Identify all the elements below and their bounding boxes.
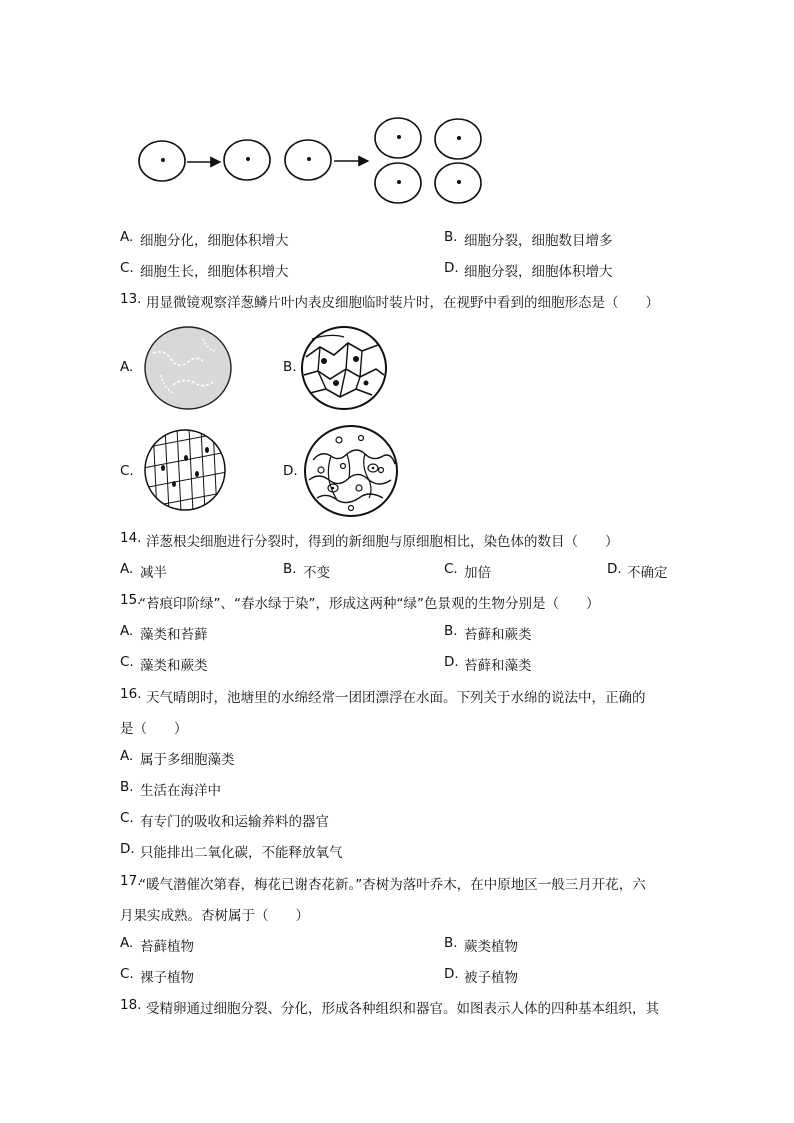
q16-option-d-text: 只能排出二氧化碳，不能释放氧气 [140,845,343,861]
q13-stem: 用显微镜观察洋葱鳞片叶内表皮细胞临时装片时，在视野中看到的细胞形态是（ ） [146,295,659,311]
q12-option-c-letter: C. [120,260,134,276]
q17-option-d-text: 被子植物 [464,970,518,986]
q13-number: 13. [120,291,142,307]
cell-group-four [375,118,481,203]
q14-option-c-letter: C. [444,561,458,577]
q17-option-c-text: 裸子植物 [140,970,194,986]
q17-option-d-letter: D. [444,966,459,982]
q13-label-a: A. [120,359,134,375]
q17-number: 17. [120,873,142,889]
micrograph-b [300,325,388,411]
q14-number: 14. [120,530,142,546]
micrograph-a [143,325,233,411]
q15-option-c-letter: C. [120,654,134,670]
q14-option-c-text: 加倍 [464,565,491,581]
q18-stem-line1: 受精卵通过细胞分裂、分化，形成各种组织和器官。如图表示人体的四种基本组织，其 [146,1001,659,1017]
q14-option-a-letter: A. [120,561,134,577]
q15-stem: “苔痕印阶绿”、“春水绿于染”，形成这两种“绿”色景观的生物分别是（ ） [139,596,600,612]
q15-option-c-text: 藻类和蕨类 [140,658,208,674]
cell-grown [224,140,270,180]
q12-option-d-text: 细胞分裂，细胞体积增大 [464,264,613,280]
q12-option-a-letter: A. [120,229,134,245]
q12-option-d-letter: D. [444,260,459,276]
cell-single [139,141,185,181]
q14-option-b-text: 不变 [303,565,330,581]
q16-option-a-letter: A. [120,748,134,764]
q13-label-d: D. [283,463,298,479]
q14-option-b-letter: B. [283,561,297,577]
q17-option-c-letter: C. [120,966,134,982]
q14-option-d-text: 不确定 [627,565,668,581]
q17-stem-line1: “暖气潜催次第春，梅花已谢杏花新。”杏树为落叶乔木，在中原地区一般三月开花，六 [139,877,646,893]
q15-option-d-letter: D. [444,654,459,670]
q17-option-b-letter: B. [444,935,458,951]
q16-stem-line2: 是（ ） [120,721,188,737]
q16-option-c-text: 有专门的吸收和运输养料的器官 [140,814,329,830]
q17-option-a-letter: A. [120,935,134,951]
cell-division-diagram [130,112,500,212]
q15-option-d-text: 苔藓和藻类 [464,658,532,674]
q16-option-c-letter: C. [120,810,134,826]
q15-number: 15. [120,592,142,608]
cell-dividing [285,140,331,180]
q18-number: 18. [120,997,142,1013]
q12-option-c-text: 细胞生长，细胞体积增大 [140,264,289,280]
q15-option-a-text: 藻类和苔藓 [140,627,208,643]
q12-option-b-text: 细胞分裂，细胞数目增多 [464,233,613,249]
q16-option-b-text: 生活在海洋中 [140,783,221,799]
q17-option-a-text: 苔藓植物 [140,939,194,955]
q14-option-d-letter: D. [607,561,622,577]
q12-option-a-text: 细胞分化，细胞体积增大 [140,233,289,249]
q16-number: 16. [120,686,142,702]
micrograph-d [303,424,399,518]
q14-option-a-text: 减半 [140,565,167,581]
q16-option-a-text: 属于多细胞藻类 [140,752,235,768]
q16-option-b-letter: B. [120,779,134,795]
q13-label-c: C. [120,463,134,479]
q16-option-d-letter: D. [120,841,135,857]
q14-stem: 洋葱根尖细胞进行分裂时，得到的新细胞与原细胞相比，染色体的数目（ ） [146,534,619,550]
micrograph-c [143,428,227,512]
q15-option-a-letter: A. [120,623,134,639]
q15-option-b-text: 苔藓和蕨类 [464,627,532,643]
q15-option-b-letter: B. [444,623,458,639]
q16-stem-line1: 天气晴朗时，池塘里的水绵经常一团团漂浮在水面。下列关于水绵的说法中，正确的 [146,690,646,706]
q13-label-b: B. [283,359,297,375]
q17-stem-line2: 月果实成熟。杏树属于（ ） [120,908,309,924]
q12-option-b-letter: B. [444,229,458,245]
q17-option-b-text: 蕨类植物 [464,939,518,955]
